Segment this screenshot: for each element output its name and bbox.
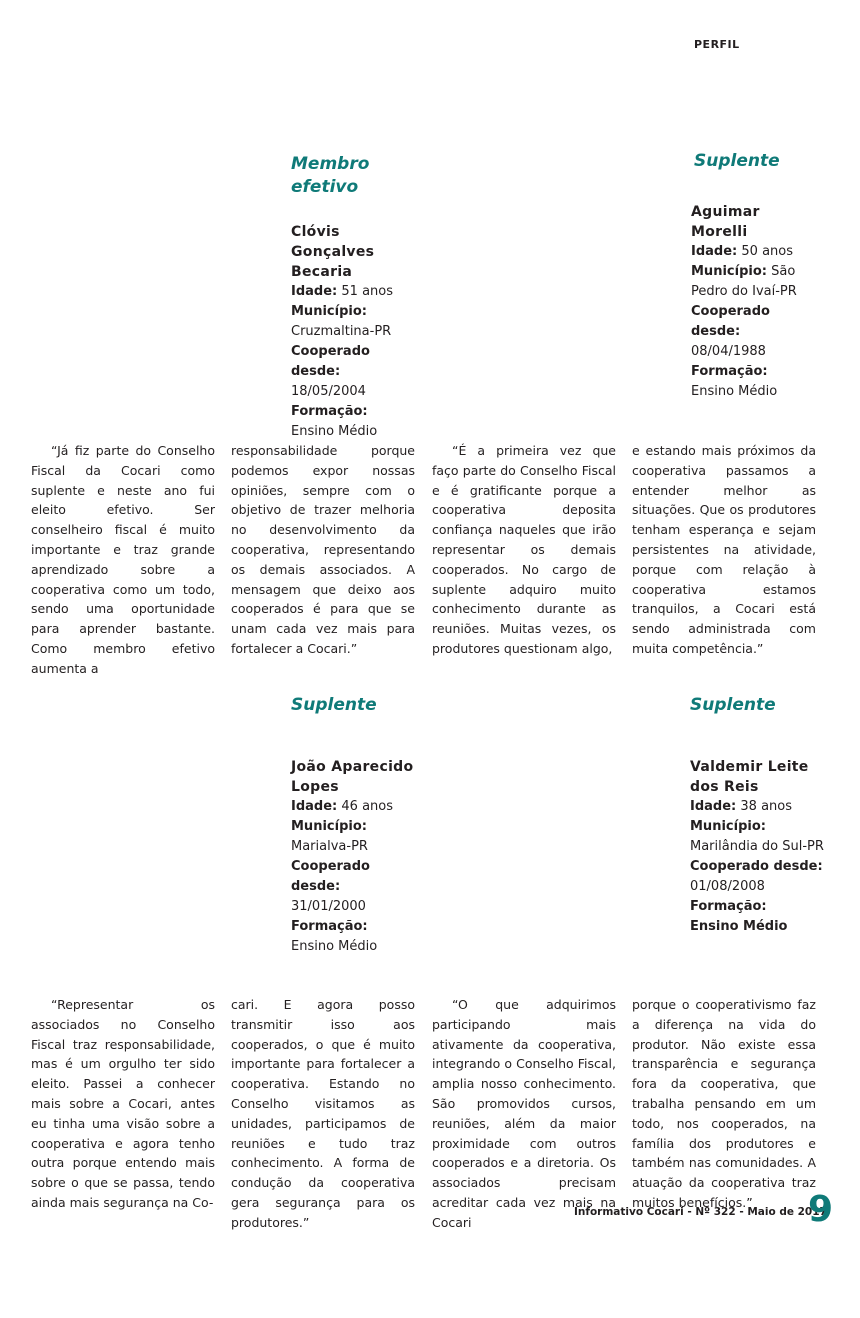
cooperado-label: Cooperado desde: — [690, 859, 823, 874]
municipio-label: Município: — [291, 304, 367, 319]
quote-clovis-part1: “Já fiz parte do Conselho Fiscal da Cocari como suplente e neste ano fui eleito efetivo. Ser conselheiro fiscal é muito importante e traz grande aprendizado sobre a cooperativa como um todo, sendo uma oportunidade para aprender bastante. Como membro efetivo aumenta a — [31, 443, 215, 676]
formacao-label: Formação: — [690, 899, 767, 914]
cooperado-label: Cooperado desde: — [691, 304, 770, 339]
section-label: PERFIL — [694, 38, 740, 51]
quote-valdemir-part2: porque o cooperativismo faz a diferença na vida do produtor. Não existe essa transparência e segurança fora da cooperativa, que trabalha pensando em um todo, nos cooperados, na família dos produtores e também nas comunidades. A atuação da cooperativa traz muitos benefícios.” — [632, 997, 816, 1210]
profile-role-suplente: Suplente — [291, 695, 377, 715]
profile-role-suplente: Suplente — [694, 151, 780, 171]
municipio-label: Município: — [690, 819, 766, 834]
municipio-label: Município: — [691, 264, 767, 279]
idade-value: 46 anos — [341, 799, 393, 814]
municipio-value: Marialva-PR — [291, 839, 368, 854]
formacao-label: Formação: — [691, 364, 768, 379]
profile-name: Aguimar Morelli — [691, 204, 760, 240]
profile-card-aguimar — [691, 202, 821, 402]
formacao-value: Ensino Médio — [291, 939, 378, 954]
idade-label: Idade: — [291, 284, 338, 299]
profile-card-joao — [291, 757, 421, 957]
profile-role-membro-efetivo: Membro efetivo — [291, 154, 370, 197]
quote-clovis-part2: responsabilidade porque podemos expor nossas opiniões, sempre com o objetivo de trazer melhoria no desenvolvimento da cooperativa, representando os demais associados. A mensagem que deixo aos cooperados é para que se unam cada vez mais para fortalecer a Cocari.” — [231, 443, 415, 656]
municipio-value: Marilândia do Sul-PR — [690, 839, 824, 854]
profile-role-suplente: Suplente — [690, 695, 776, 715]
publication-footer: Informativo Cocari - Nº 322 - Maio de 2017 — [574, 1206, 827, 1218]
cooperado-value: 31/01/2000 — [291, 899, 366, 914]
profile-card-clovis — [291, 222, 421, 442]
municipio-value: Cruzmaltina-PR — [291, 324, 392, 339]
page-number: 9 — [808, 1189, 834, 1230]
municipio-label: Município: — [291, 819, 367, 834]
profile-card-valdemir — [690, 757, 830, 937]
formacao-value: Ensino Médio — [691, 384, 778, 399]
cooperado-label: Cooperado desde: — [291, 859, 370, 894]
formacao-value: Ensino Médio — [291, 424, 378, 439]
quote-aguimar-part2: e estando mais próximos da cooperativa passamos a entender melhor as situações. Que os produtores tenham esperança e sejam persistentes na atividade, porque com relação à cooperativa estamos tranquilos, a Cocari está sendo administrada com muita competência.” — [632, 443, 816, 656]
idade-label: Idade: — [691, 244, 738, 259]
cooperado-value: 08/04/1988 — [691, 344, 766, 359]
profile-name: Valdemir Leite dos Reis — [690, 759, 809, 795]
formacao-label: Formação: — [291, 919, 368, 934]
quote-valdemir-part1: “O que adquirimos participando mais ativamente da cooperativa, integrando o Conselho Fiscal, amplia nosso conhecimento. São promovidos cursos, reuniões, além da maior proximidade com outros cooperados e a diretoria. Os associados precisam acreditar cada vez mais na Cocari — [432, 997, 616, 1230]
cooperado-value: 18/05/2004 — [291, 384, 366, 399]
formacao-label: Formação: — [291, 404, 368, 419]
profile-name: João Aparecido Lopes — [291, 759, 414, 795]
quote-aguimar-part1: “É a primeira vez que faço parte do Conselho Fiscal e é gratificante porque a cooperativa deposita confiança naqueles que irão representar os demais cooperados. No cargo de suplente adquiro muito conhecimento durante as reuniões. Muitas vezes, os produtores questionam algo, — [432, 443, 616, 656]
idade-label: Idade: — [291, 799, 338, 814]
idade-value: 51 anos — [341, 284, 393, 299]
formacao-value: Ensino Médio — [690, 919, 788, 934]
quote-joao-part2: cari. E agora posso transmitir isso aos cooperados, o que é muito importante para fortalecer a cooperativa. Estando no Conselho visitamos as unidades, participamos de reuniões e tudo traz conhecimento. A forma de condução da cooperativa gera segurança para os produtores.” — [231, 997, 415, 1230]
cooperado-value: 01/08/2008 — [690, 879, 765, 894]
idade-value: 38 anos — [740, 799, 792, 814]
cooperado-label: Cooperado desde: — [291, 344, 370, 379]
idade-label: Idade: — [690, 799, 737, 814]
profile-name: Clóvis Gonçalves Becaria — [291, 224, 375, 280]
municipio-value: São Pedro do Ivaí-PR — [691, 264, 797, 299]
idade-value: 50 anos — [741, 244, 793, 259]
quote-joao-part1: “Representar os associados no Conselho Fiscal traz responsabilidade, mas é um orgulho ter sido eleito. Passei a conhecer mais sobre a Cocari, antes eu tinha uma visão sobre a cooperativa e agora tenho outra porque entendo mais sobre o que se passa, tendo ainda mais segurança na Co- — [31, 997, 215, 1210]
